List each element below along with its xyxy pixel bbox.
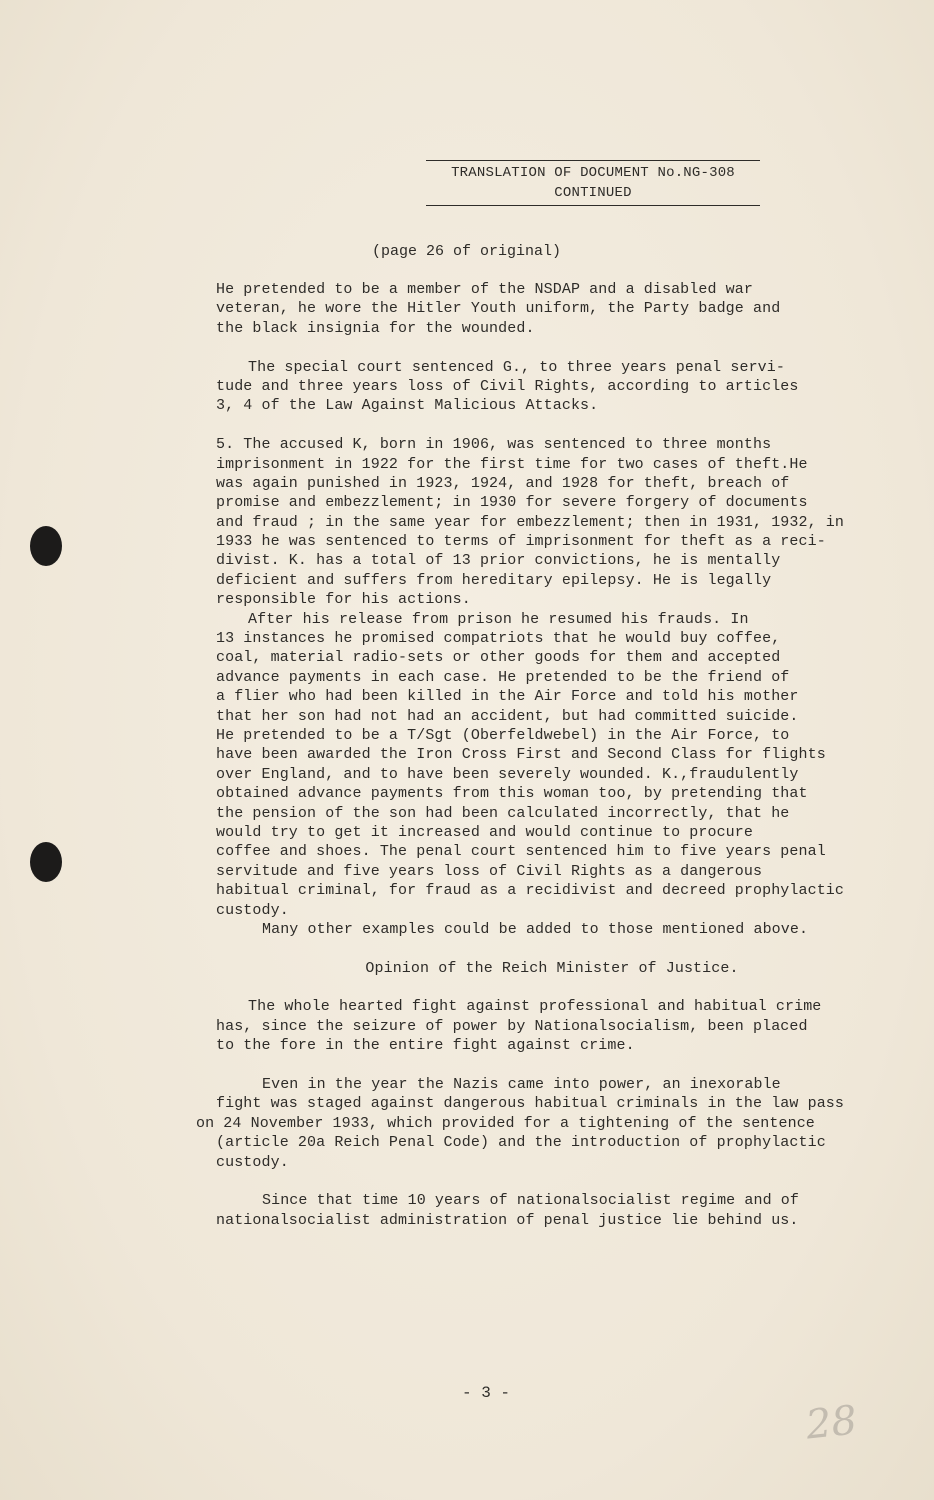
document-title: TRANSLATION OF DOCUMENT No.NG-308	[451, 165, 735, 181]
punch-hole	[30, 842, 62, 882]
paragraph	[216, 610, 888, 920]
text-line: promise and embezzlement; in 1930 for severe forgery of documents	[216, 494, 808, 512]
header-rule-bottom	[426, 205, 760, 206]
text-line: the black insignia for the wounded.	[216, 319, 535, 337]
text-line: He pretended to be a T/Sgt (Oberfeldwebel) in the Air Force, to	[216, 726, 790, 744]
text-line: veteran, he wore the Hitler Youth uniform, the Party badge and	[216, 300, 781, 318]
document-subtitle: CONTINUED	[554, 185, 632, 201]
text-line: Opinion of the Reich Minister of Justice.	[365, 959, 739, 977]
paragraph	[216, 280, 888, 338]
text-line: coffee and shoes. The penal court sentenced him to five years penal	[216, 843, 826, 861]
page-reference: (page 26 of original)	[372, 243, 562, 260]
text-line: would try to get it increased and would continue to procure	[216, 823, 753, 841]
text-line: servitude and five years loss of Civil Rights as a dangerous	[216, 862, 763, 880]
paragraph	[216, 1191, 888, 1230]
paragraph	[216, 435, 888, 610]
text-line: coal, material radio-sets or other goods for them and accepted	[216, 649, 781, 667]
handwritten-page-number: 28	[803, 1397, 860, 1449]
text-line: imprisonment in 1922 for the first time for two cases of theft.He	[216, 455, 808, 473]
text-line: fight was staged against dangerous habitual criminals in the law pass	[216, 1095, 845, 1113]
text-line: was again punished in 1923, 1924, and 1928 for theft, breach of	[216, 474, 790, 492]
paragraph	[216, 920, 888, 939]
text-line: (article 20a Reich Penal Code) and the introduction of prophylactic	[216, 1134, 826, 1152]
text-line: After his release from prison he resumed his frauds. In	[248, 610, 749, 628]
text-line: deficient and suffers from hereditary epilepsy. He is legally	[216, 571, 772, 589]
section-heading	[216, 959, 888, 978]
text-line: advance payments in each case. He pretended to be the friend of	[216, 668, 790, 686]
punch-hole	[30, 526, 62, 566]
document-body	[196, 280, 888, 1230]
text-line: Even in the year the Nazis came into power, an inexorable	[262, 1076, 781, 1094]
paragraph	[216, 997, 888, 1055]
text-line: have been awarded the Iron Cross First and Second Class for flights	[216, 746, 826, 764]
text-line: custody.	[216, 901, 289, 919]
text-line: tude and three years loss of Civil Rights, according to articles	[216, 377, 799, 395]
document-header	[426, 160, 760, 206]
text-line: responsible for his actions.	[216, 591, 471, 609]
text-line: 3, 4 of the Law Against Malicious Attacks.	[216, 397, 599, 415]
text-line: that her son had not had an accident, but had committed suicide.	[216, 707, 799, 725]
text-line: a flier who had been killed in the Air Force and told his mother	[216, 688, 799, 706]
page-number: - 3 -	[462, 1384, 511, 1402]
paragraph	[216, 358, 888, 416]
text-line: Since that time 10 years of nationalsocialist regime and of	[262, 1192, 799, 1210]
text-line: 13 instances he promised compatriots that he would buy coffee,	[216, 630, 781, 648]
text-line: The special court sentenced G., to three years penal servi-	[248, 358, 785, 376]
text-line: nationalsocialist administration of penal justice lie behind us.	[216, 1211, 799, 1229]
text-line: the pension of the son had been calculated incorrectly, that he	[216, 804, 790, 822]
text-line: and fraud ; in the same year for embezzlement; then in 1931, 1932, in	[216, 513, 845, 531]
text-line: Many other examples could be added to those mentioned above.	[262, 920, 809, 938]
text-line: over England, and to have been severely wounded. K.,fraudulently	[216, 765, 799, 783]
text-line: has, since the seizure of power by Nationalsocialism, been placed	[216, 1017, 808, 1035]
text-line: to the fore in the entire fight against crime.	[216, 1037, 635, 1055]
text-line: on 24 November 1933, which provided for a tightening of the sentence	[196, 1114, 815, 1132]
text-line: He pretended to be a member of the NSDAP and a disabled war	[216, 281, 753, 298]
text-line: divist. K. has a total of 13 prior convictions, he is mentally	[216, 552, 781, 570]
text-line: The whole hearted fight against professional and habitual crime	[248, 998, 822, 1016]
text-line: habitual criminal, for fraud as a recidivist and decreed prophylactic	[216, 882, 845, 900]
text-line: custody.	[216, 1153, 289, 1171]
header-rule-top	[426, 160, 760, 161]
text-line: 1933 he was sentenced to terms of imprisonment for theft as a reci-	[216, 533, 826, 551]
text-line: 5. The accused K, born in 1906, was sentenced to three months	[216, 436, 772, 454]
text-line: obtained advance payments from this woman too, by pretending that	[216, 785, 808, 803]
paragraph	[196, 1075, 888, 1172]
